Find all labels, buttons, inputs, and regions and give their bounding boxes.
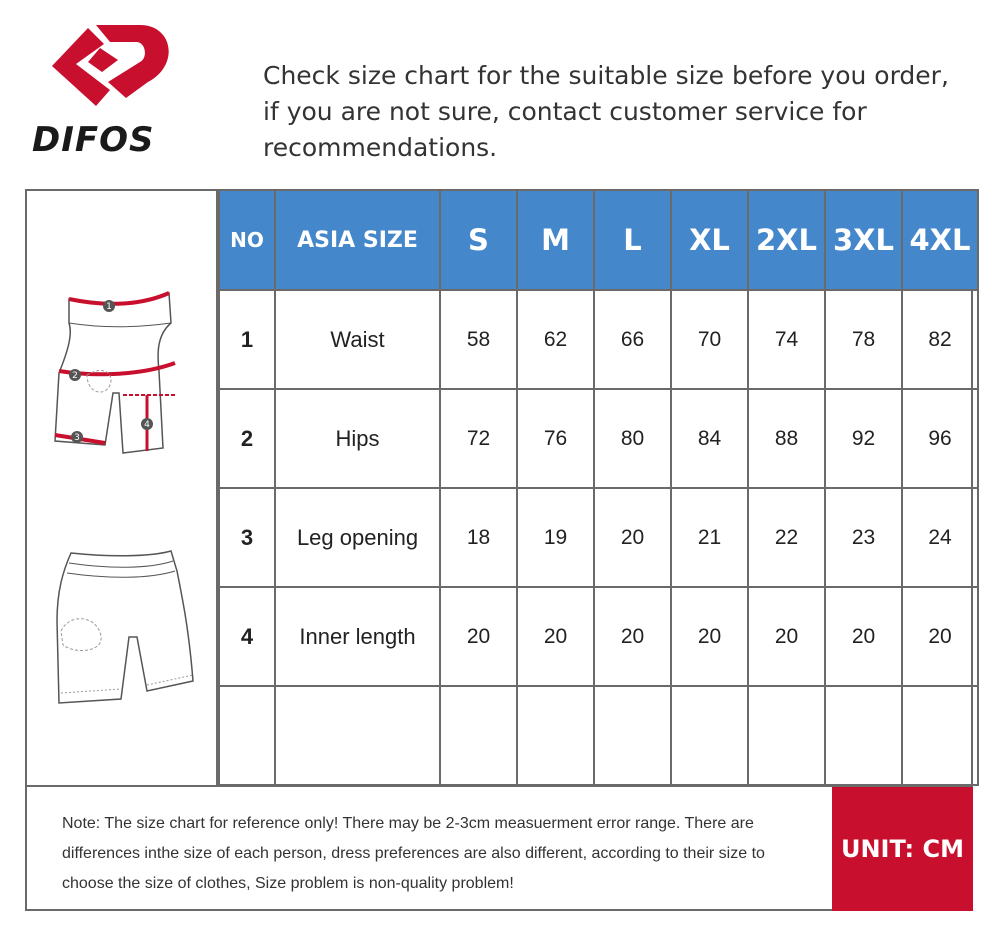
size-table — [218, 189, 979, 786]
header-size-2xl: 2XL — [748, 190, 825, 290]
table-cell — [902, 686, 978, 785]
header-size-xl: XL — [671, 190, 748, 290]
header-asia-size: ASIA SIZE — [275, 190, 440, 290]
shorts-back-illustration — [49, 541, 209, 721]
marker-3: 3 — [74, 433, 80, 443]
shorts-front-illustration — [47, 283, 197, 463]
table-cell: 23 — [825, 488, 902, 587]
table-cell: 20 — [440, 587, 517, 686]
table-cell: 80 — [594, 389, 671, 488]
table-row — [219, 488, 978, 587]
table-cell: 76 — [517, 389, 594, 488]
table-row — [219, 290, 978, 389]
logo-mark-icon — [48, 20, 178, 110]
table-cell: 88 — [748, 389, 825, 488]
table-cell: 78 — [825, 290, 902, 389]
table-cell: 84 — [671, 389, 748, 488]
table-cell: 62 — [517, 290, 594, 389]
table-cell: 70 — [671, 290, 748, 389]
table-cell: 20 — [671, 587, 748, 686]
header-instruction: Check size chart for the suitable size before you order, if you are not sure, contact customer service for recommendations. — [263, 61, 949, 162]
table-cell — [594, 686, 671, 785]
measurement-name: Waist — [275, 290, 440, 389]
marker-4: 4 — [144, 420, 150, 430]
illustration-panel — [27, 191, 218, 785]
header-size-4xl: 4XL — [902, 190, 978, 290]
table-cell: 66 — [594, 290, 671, 389]
table-row — [219, 587, 978, 686]
unit-label: UNIT: CM — [832, 787, 973, 911]
brand-logo — [28, 20, 188, 160]
table-cell: 21 — [671, 488, 748, 587]
table-cell — [440, 686, 517, 785]
header-size-3xl: 3XL — [825, 190, 902, 290]
table-cell: 92 — [825, 389, 902, 488]
table-cell: 20 — [594, 488, 671, 587]
table-cell: 19 — [517, 488, 594, 587]
table-row-empty — [219, 686, 978, 785]
measurement-name: Leg opening — [275, 488, 440, 587]
table-cell — [275, 686, 440, 785]
row-number: 4 — [219, 587, 275, 686]
row-number: 2 — [219, 389, 275, 488]
note-text: Note: The size chart for reference only! There may be 2-3cm measuerment error range. There are differences inthe size of each person, dress preferences are also different, according to their size to choose the size of clothes, Size problem is non-quality problem! — [62, 815, 765, 892]
measurement-name: Inner length — [275, 587, 440, 686]
row-number: 1 — [219, 290, 275, 389]
table-row — [219, 389, 978, 488]
table-cell: 58 — [440, 290, 517, 389]
table-cell: 74 — [748, 290, 825, 389]
table-cell — [517, 686, 594, 785]
table-cell: 20 — [517, 587, 594, 686]
table-cell: 24 — [902, 488, 978, 587]
header-size-l: L — [594, 190, 671, 290]
row-number: 3 — [219, 488, 275, 587]
brand-name: DIFOS — [32, 120, 155, 160]
table-cell — [219, 686, 275, 785]
table-cell — [671, 686, 748, 785]
table-cell — [748, 686, 825, 785]
header-size-s: S — [440, 190, 517, 290]
table-header-row — [219, 190, 978, 290]
table-cell: 18 — [440, 488, 517, 587]
header-no: NO — [219, 190, 275, 290]
table-cell: 96 — [902, 389, 978, 488]
marker-2: 2 — [72, 371, 78, 381]
table-cell: 20 — [748, 587, 825, 686]
table-cell: 22 — [748, 488, 825, 587]
header-size-m: M — [517, 190, 594, 290]
table-cell: 72 — [440, 389, 517, 488]
table-cell: 20 — [825, 587, 902, 686]
measurement-name: Hips — [275, 389, 440, 488]
table-cell: 82 — [902, 290, 978, 389]
table-cell: 20 — [902, 587, 978, 686]
marker-1: 1 — [106, 302, 112, 312]
table-cell: 20 — [594, 587, 671, 686]
table-cell — [825, 686, 902, 785]
